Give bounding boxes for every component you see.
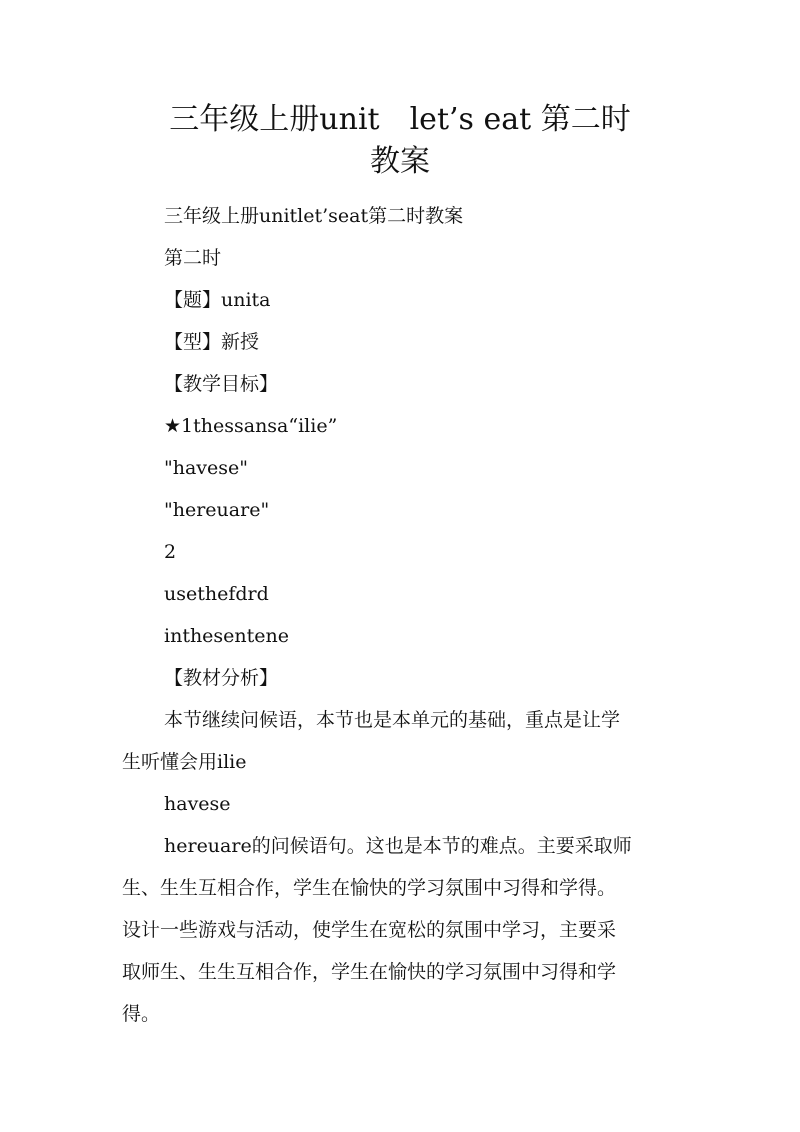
objective-line: inthesentene <box>164 625 290 647</box>
objective-number: 2 <box>164 541 177 563</box>
section-heading-analysis: 【教材分析】 <box>164 667 279 689</box>
objective-line: usethefdrd <box>164 583 269 605</box>
analysis-paragraph-line: 得。 <box>122 1003 161 1025</box>
analysis-paragraph-line: 生、生生互相合作，学生在愉快的学习氛围中习得和学得。 <box>122 877 617 899</box>
objective-line: ★1thessansa“ilie” <box>164 415 338 437</box>
objective-line: "hereuare" <box>164 499 270 521</box>
type-line: 【型】新授 <box>164 331 260 353</box>
document-title-line-1: 三年级上册unit let’s eat 第二时 <box>169 102 631 137</box>
objective-line: "havese" <box>164 457 249 479</box>
lesson-period: 第二时 <box>164 247 222 269</box>
analysis-paragraph-line: 本节继续问候语，本节也是本单元的基础，重点是让学 <box>164 709 621 731</box>
document-title-line-2: 教案 <box>370 144 430 179</box>
analysis-paragraph-line: 取师生、生生互相合作，学生在愉快的学习氛围中习得和学 <box>122 961 617 983</box>
section-heading-objectives: 【教学目标】 <box>164 373 279 395</box>
analysis-paragraph-line: havese <box>164 793 231 815</box>
analysis-paragraph-line: 设计一些游戏与活动，使学生在宽松的氛围中学习，主要采 <box>122 919 617 941</box>
topic-line: 【题】unita <box>164 289 271 311</box>
analysis-paragraph-line: hereuare的问候语句。这也是本节的难点。主要采取师 <box>164 835 632 857</box>
subtitle-line: 三年级上册unitlet’seat第二时教案 <box>164 205 464 227</box>
analysis-paragraph-line: 生听懂会用ilie <box>122 751 247 773</box>
